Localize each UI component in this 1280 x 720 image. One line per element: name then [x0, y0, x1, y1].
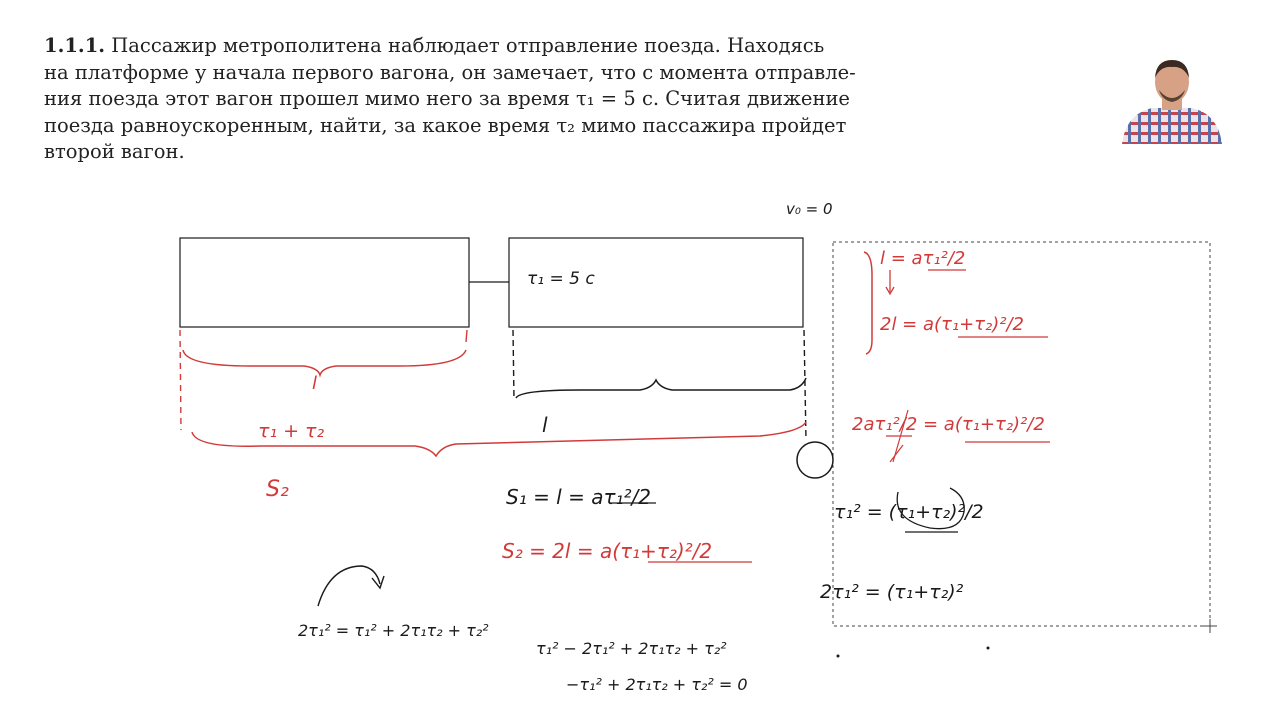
quadratic-eq: −τ₁² + 2τ₁τ₂ + τ₂² = 0 [566, 675, 748, 694]
passenger-circle [797, 442, 833, 478]
rearranged-eq: τ₁² − 2τ₁² + 2τ₁τ₂ + τ₂² [536, 639, 727, 658]
ink-dot [837, 655, 840, 658]
problem-line-5: второй вагон. [44, 140, 185, 163]
expanded-eq: 2τ₁² = τ₁² + 2τ₁τ₂ + τ₂² [298, 621, 489, 640]
car-end-tick [466, 330, 467, 342]
system-eq-2: 2l = a(τ₁+τ₂)²/2 [880, 314, 1024, 335]
ink-dot [987, 647, 990, 650]
eq-s2: S₂ = 2l = a(τ₁+τ₂)²/2 [502, 539, 713, 563]
problem-line-4: поезда равноускоренным, найти, за какое время τ₂ мимо пассажира пройдет [44, 113, 847, 137]
tau1-label: τ₁ = 5 c [527, 269, 595, 289]
system-brace [864, 252, 872, 354]
brace-first-car-black [516, 378, 806, 398]
system-eq-1: l = aτ₁²/2 [880, 248, 966, 269]
brace-label-l-red: l [312, 373, 318, 394]
curved-arrow [318, 566, 380, 606]
tau-sum-label: τ₁ + τ₂ [258, 420, 325, 442]
s2-label: S₂ [266, 477, 289, 502]
problem-line-2: на платформе у начала первого вагона, он замечает, что с момента отправле- [44, 60, 856, 84]
substituted-eq: 2aτ₁²/2 = a(τ₁+τ₂)²/2 [852, 414, 1045, 435]
problem-number: 1.1.1. [44, 34, 106, 57]
car-start-marker-line [513, 330, 514, 400]
webcam-overlay [1118, 52, 1226, 144]
problem-line-3: ния поезда этот вагон прошел мимо него за время τ₁ = 5 с. Считая движение [44, 87, 850, 110]
problem-text-1: Пассажир метрополитена наблюдает отправление поезда. Находясь [111, 34, 825, 57]
cancel-stroke [890, 445, 903, 462]
eq-doubled: 2τ₁² = (τ₁+τ₂)² [820, 581, 964, 603]
train-start-marker-line [180, 330, 181, 430]
brace-first-car-red [183, 350, 466, 375]
second-car [180, 238, 469, 327]
brace-label-l-black: l [542, 413, 548, 437]
v0-label: v₀ = 0 [786, 200, 833, 218]
eq-reduced: τ₁² = (τ₁+τ₂)²/2 [834, 501, 984, 523]
eq-s1: S₁ = l = aτ₁²/2 [506, 485, 652, 509]
